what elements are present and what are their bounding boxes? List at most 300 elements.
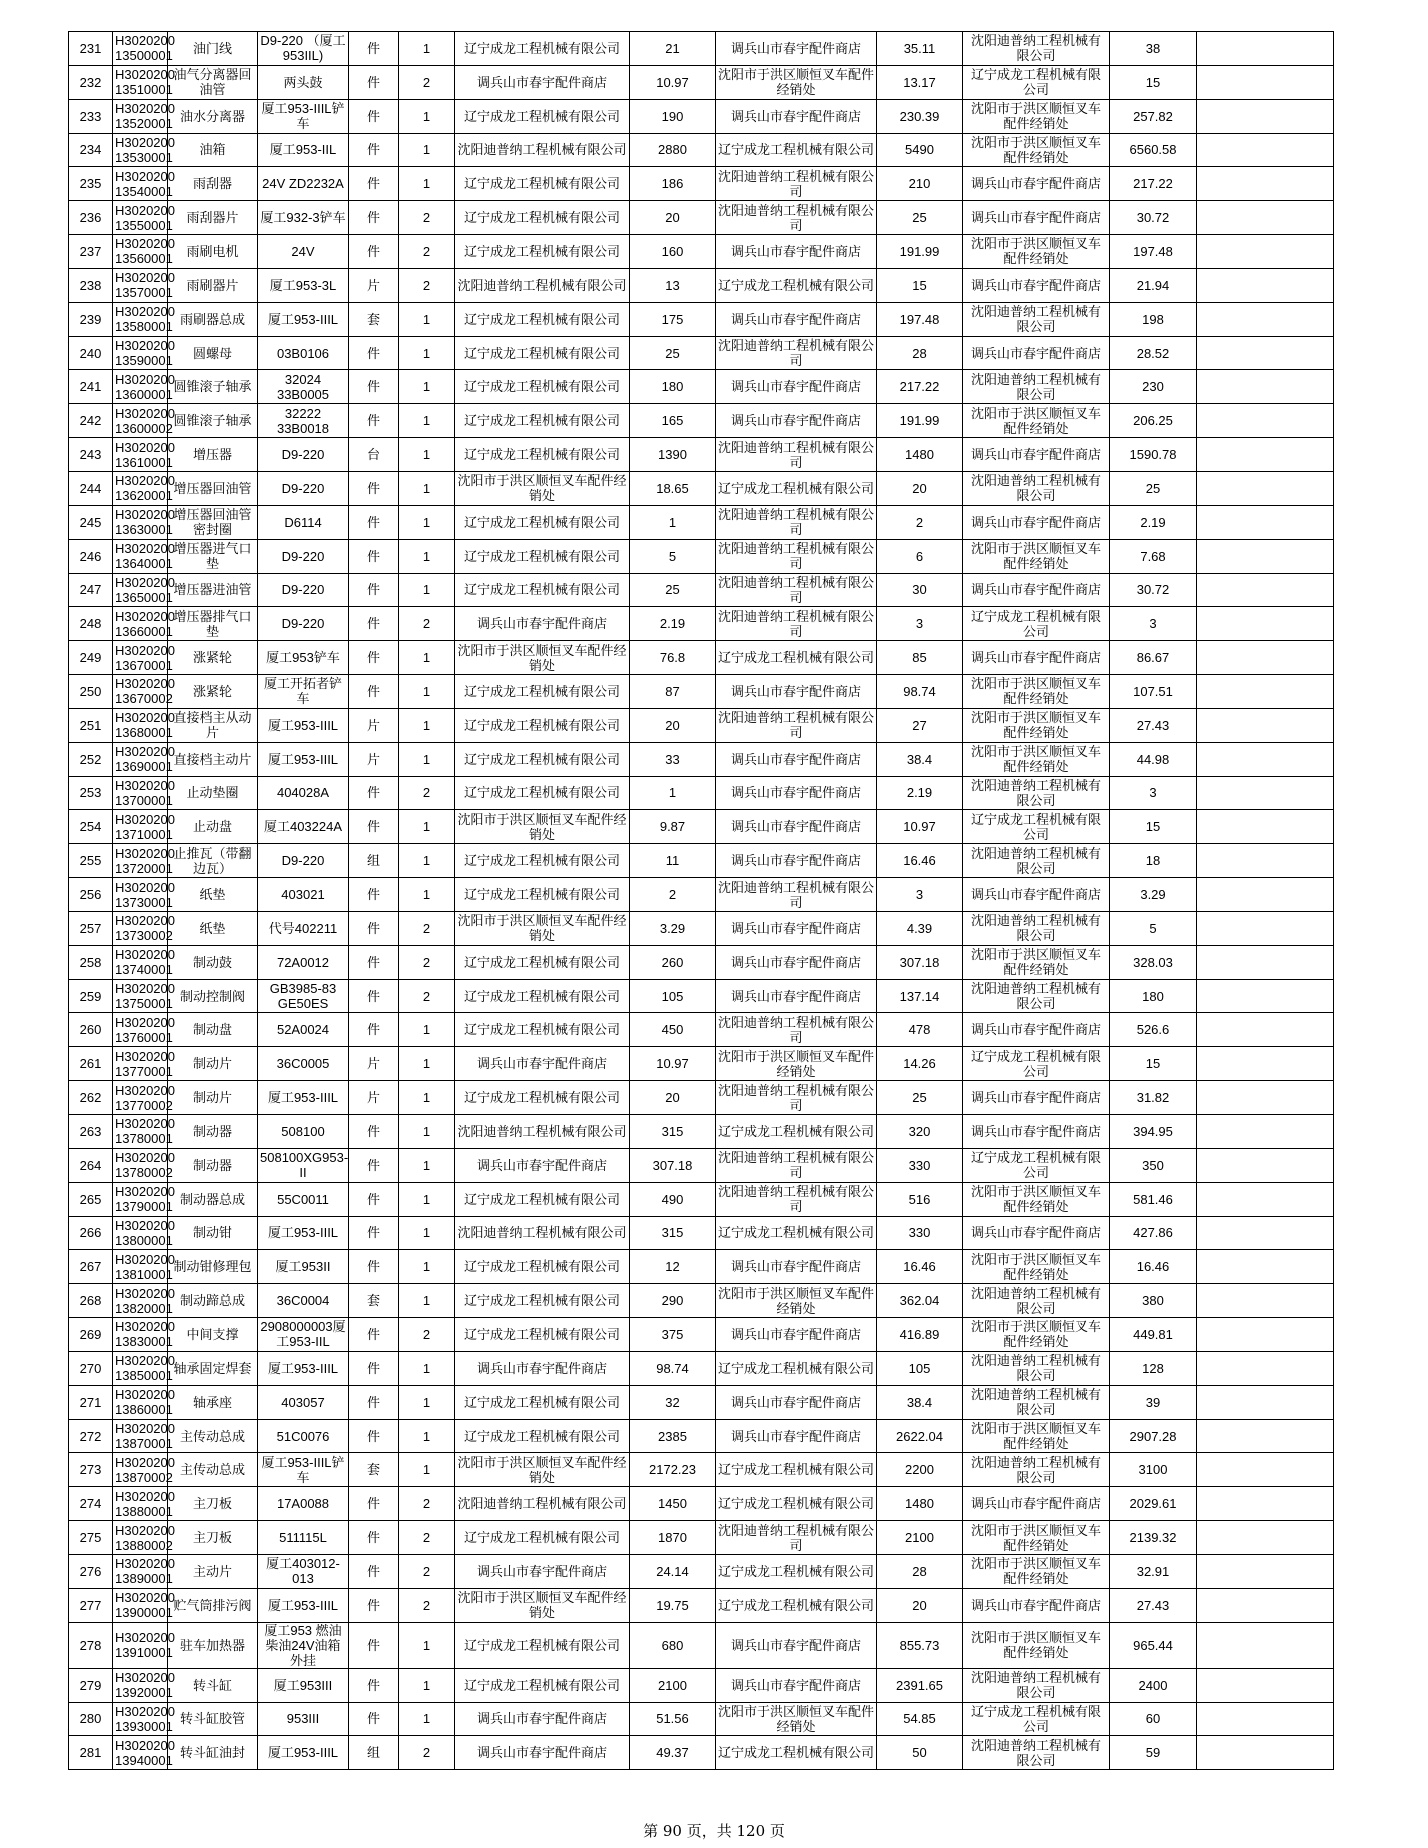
- quantity-cell: 2: [399, 1736, 455, 1770]
- row-number-cell: 236: [69, 201, 113, 235]
- supplier-3-cell: 辽宁成龙工程机械有限公司: [963, 1702, 1110, 1736]
- item-spec-cell: 厦工953-IIIL: [258, 302, 349, 336]
- price-1-cell: 12: [630, 1250, 716, 1284]
- item-code-cell: H3020200 13660001: [113, 607, 168, 641]
- item-code-cell: H3020200 13760001: [113, 1013, 168, 1047]
- item-name-cell: 雨刮器: [168, 167, 258, 201]
- remarks-cell: [1197, 167, 1334, 201]
- remarks-cell: [1197, 539, 1334, 573]
- price-1-cell: 490: [630, 1182, 716, 1216]
- remarks-cell: [1197, 1419, 1334, 1453]
- item-code-cell: H3020200 13620001: [113, 471, 168, 505]
- supplier-2-cell: 沈阳迪普纳工程机械有限公司: [716, 167, 877, 201]
- supplier-1-cell: 辽宁成龙工程机械有限公司: [455, 505, 630, 539]
- item-name-cell: 油水分离器: [168, 99, 258, 133]
- quantity-cell: 2: [399, 235, 455, 269]
- remarks-cell: [1197, 641, 1334, 675]
- item-name-cell: 制动蹄总成: [168, 1284, 258, 1318]
- item-spec-cell: 厦工932-3铲车: [258, 201, 349, 235]
- price-2-cell: 330: [877, 1216, 963, 1250]
- price-3-cell: 30.72: [1110, 573, 1197, 607]
- item-name-cell: 制动盘: [168, 1013, 258, 1047]
- supplier-2-cell: 沈阳市于洪区顺恒叉车配件经销处: [716, 65, 877, 99]
- item-code-cell: H3020200 13700001: [113, 776, 168, 810]
- row-number-cell: 258: [69, 945, 113, 979]
- item-code-cell: H3020200 13770001: [113, 1047, 168, 1081]
- item-code-cell: H3020200 13860001: [113, 1385, 168, 1419]
- supplier-1-cell: 辽宁成龙工程机械有限公司: [455, 302, 630, 336]
- item-code-cell: H3020200 13780002: [113, 1148, 168, 1182]
- row-number-cell: 245: [69, 505, 113, 539]
- item-spec-cell: 2908000003厦工953-IIL: [258, 1318, 349, 1352]
- row-number-cell: 235: [69, 167, 113, 201]
- supplier-1-cell: 辽宁成龙工程机械有限公司: [455, 573, 630, 607]
- table-row: [69, 1588, 1334, 1622]
- table-row: [69, 1148, 1334, 1182]
- table-row: [69, 742, 1334, 776]
- item-spec-cell: 厦工953-3L: [258, 268, 349, 302]
- supplier-2-cell: 调兵山市春宇配件商店: [716, 1385, 877, 1419]
- item-code-cell: H3020200 13910001: [113, 1622, 168, 1668]
- price-2-cell: 35.11: [877, 32, 963, 66]
- remarks-cell: [1197, 302, 1334, 336]
- remarks-cell: [1197, 573, 1334, 607]
- supplier-3-cell: 调兵山市春宇配件商店: [963, 268, 1110, 302]
- supplier-1-cell: 调兵山市春宇配件商店: [455, 1702, 630, 1736]
- price-1-cell: 10.97: [630, 65, 716, 99]
- row-number-cell: 266: [69, 1216, 113, 1250]
- unit-cell: 件: [349, 471, 399, 505]
- item-name-cell: 中间支撑: [168, 1318, 258, 1352]
- row-number-cell: 249: [69, 641, 113, 675]
- supplier-3-cell: 调兵山市春宇配件商店: [963, 878, 1110, 912]
- price-1-cell: 3.29: [630, 911, 716, 945]
- price-1-cell: 160: [630, 235, 716, 269]
- remarks-cell: [1197, 1284, 1334, 1318]
- item-code-cell: H3020200 13540001: [113, 167, 168, 201]
- table-row: [69, 32, 1334, 66]
- price-1-cell: 87: [630, 675, 716, 709]
- remarks-cell: [1197, 1013, 1334, 1047]
- table-row: [69, 1385, 1334, 1419]
- table-row: [69, 1216, 1334, 1250]
- item-code-cell: H3020200 13930001: [113, 1702, 168, 1736]
- price-2-cell: 38.4: [877, 742, 963, 776]
- supplier-3-cell: 调兵山市春宇配件商店: [963, 201, 1110, 235]
- unit-cell: 件: [349, 607, 399, 641]
- item-code-cell: H3020200 13710001: [113, 810, 168, 844]
- table-row: [69, 641, 1334, 675]
- unit-cell: 片: [349, 1081, 399, 1115]
- price-2-cell: 320: [877, 1115, 963, 1149]
- table-row: [69, 573, 1334, 607]
- item-code-cell: H3020200 13600002: [113, 404, 168, 438]
- remarks-cell: [1197, 979, 1334, 1013]
- price-3-cell: 206.25: [1110, 404, 1197, 438]
- item-spec-cell: 508100XG953-II: [258, 1148, 349, 1182]
- price-3-cell: 394.95: [1110, 1115, 1197, 1149]
- supplier-1-cell: 沈阳市于洪区顺恒叉车配件经销处: [455, 911, 630, 945]
- remarks-cell: [1197, 235, 1334, 269]
- supplier-2-cell: 辽宁成龙工程机械有限公司: [716, 641, 877, 675]
- price-2-cell: 3: [877, 878, 963, 912]
- row-number-cell: 241: [69, 370, 113, 404]
- row-number-cell: 243: [69, 438, 113, 472]
- item-name-cell: 主传动总成: [168, 1453, 258, 1487]
- item-name-cell: 贮气筒排污阀: [168, 1588, 258, 1622]
- item-code-cell: H3020200 13880002: [113, 1521, 168, 1555]
- row-number-cell: 278: [69, 1622, 113, 1668]
- item-spec-cell: 厦工953II: [258, 1250, 349, 1284]
- item-code-cell: H3020200 13690001: [113, 742, 168, 776]
- table-row: [69, 1081, 1334, 1115]
- price-2-cell: 330: [877, 1148, 963, 1182]
- supplier-3-cell: 调兵山市春宇配件商店: [963, 573, 1110, 607]
- supplier-3-cell: 沈阳迪普纳工程机械有限公司: [963, 1351, 1110, 1385]
- price-1-cell: 51.56: [630, 1702, 716, 1736]
- price-2-cell: 307.18: [877, 945, 963, 979]
- supplier-2-cell: 辽宁成龙工程机械有限公司: [716, 1115, 877, 1149]
- item-name-cell: 雨刷器片: [168, 268, 258, 302]
- item-code-cell: H3020200 13500001: [113, 32, 168, 66]
- row-number-cell: 250: [69, 675, 113, 709]
- supplier-1-cell: 辽宁成龙工程机械有限公司: [455, 1250, 630, 1284]
- remarks-cell: [1197, 1047, 1334, 1081]
- item-name-cell: 制动器: [168, 1115, 258, 1149]
- supplier-2-cell: 沈阳迪普纳工程机械有限公司: [716, 539, 877, 573]
- item-name-cell: 转斗缸: [168, 1668, 258, 1702]
- supplier-3-cell: 调兵山市春宇配件商店: [963, 1588, 1110, 1622]
- price-1-cell: 11: [630, 844, 716, 878]
- price-2-cell: 217.22: [877, 370, 963, 404]
- item-spec-cell: 03B0106: [258, 336, 349, 370]
- table-row: [69, 539, 1334, 573]
- table-row: [69, 99, 1334, 133]
- remarks-cell: [1197, 1385, 1334, 1419]
- unit-cell: 件: [349, 65, 399, 99]
- supplier-2-cell: 调兵山市春宇配件商店: [716, 675, 877, 709]
- price-3-cell: 107.51: [1110, 675, 1197, 709]
- supplier-2-cell: 沈阳迪普纳工程机械有限公司: [716, 1148, 877, 1182]
- supplier-2-cell: 调兵山市春宇配件商店: [716, 945, 877, 979]
- supplier-2-cell: 调兵山市春宇配件商店: [716, 99, 877, 133]
- supplier-1-cell: 调兵山市春宇配件商店: [455, 607, 630, 641]
- quantity-cell: 1: [399, 1419, 455, 1453]
- item-code-cell: H3020200 13880001: [113, 1487, 168, 1521]
- row-number-cell: 264: [69, 1148, 113, 1182]
- supplier-2-cell: 沈阳迪普纳工程机械有限公司: [716, 573, 877, 607]
- item-spec-cell: D9-220: [258, 844, 349, 878]
- table-row: [69, 201, 1334, 235]
- row-number-cell: 276: [69, 1554, 113, 1588]
- price-2-cell: 855.73: [877, 1622, 963, 1668]
- item-name-cell: 纸垫: [168, 878, 258, 912]
- supplier-2-cell: 调兵山市春宇配件商店: [716, 911, 877, 945]
- item-spec-cell: 55C0011: [258, 1182, 349, 1216]
- supplier-1-cell: 辽宁成龙工程机械有限公司: [455, 1318, 630, 1352]
- item-name-cell: 制动控制阀: [168, 979, 258, 1013]
- row-number-cell: 244: [69, 471, 113, 505]
- row-number-cell: 248: [69, 607, 113, 641]
- supplier-3-cell: 沈阳迪普纳工程机械有限公司: [963, 32, 1110, 66]
- price-3-cell: 15: [1110, 810, 1197, 844]
- price-1-cell: 5: [630, 539, 716, 573]
- remarks-cell: [1197, 1351, 1334, 1385]
- supplier-2-cell: 调兵山市春宇配件商店: [716, 1622, 877, 1668]
- price-1-cell: 2100: [630, 1668, 716, 1702]
- quantity-cell: 1: [399, 708, 455, 742]
- price-3-cell: 15: [1110, 1047, 1197, 1081]
- remarks-cell: [1197, 268, 1334, 302]
- supplier-2-cell: 沈阳迪普纳工程机械有限公司: [716, 336, 877, 370]
- item-code-cell: H3020200 13590001: [113, 336, 168, 370]
- price-2-cell: 54.85: [877, 1702, 963, 1736]
- unit-cell: 件: [349, 776, 399, 810]
- supplier-3-cell: 沈阳迪普纳工程机械有限公司: [963, 1668, 1110, 1702]
- supplier-1-cell: 辽宁成龙工程机械有限公司: [455, 1622, 630, 1668]
- table-row: [69, 1554, 1334, 1588]
- price-1-cell: 20: [630, 201, 716, 235]
- row-number-cell: 231: [69, 32, 113, 66]
- price-3-cell: 427.86: [1110, 1216, 1197, 1250]
- supplier-2-cell: 沈阳市于洪区顺恒叉车配件经销处: [716, 1702, 877, 1736]
- supplier-1-cell: 沈阳市于洪区顺恒叉车配件经销处: [455, 810, 630, 844]
- price-2-cell: 1480: [877, 1487, 963, 1521]
- item-code-cell: H3020200 13810001: [113, 1250, 168, 1284]
- item-spec-cell: 厦工953-IIIL铲车: [258, 99, 349, 133]
- table-row: [69, 1013, 1334, 1047]
- item-spec-cell: 72A0012: [258, 945, 349, 979]
- item-name-cell: 主刀板: [168, 1487, 258, 1521]
- price-1-cell: 290: [630, 1284, 716, 1318]
- price-1-cell: 24.14: [630, 1554, 716, 1588]
- price-3-cell: 449.81: [1110, 1318, 1197, 1352]
- price-1-cell: 105: [630, 979, 716, 1013]
- row-number-cell: 239: [69, 302, 113, 336]
- price-1-cell: 25: [630, 573, 716, 607]
- table-row: [69, 945, 1334, 979]
- item-spec-cell: 厦工953 燃油柴油24V油箱外挂: [258, 1622, 349, 1668]
- quantity-cell: 1: [399, 404, 455, 438]
- remarks-cell: [1197, 201, 1334, 235]
- table-row: [69, 1702, 1334, 1736]
- supplier-3-cell: 调兵山市春宇配件商店: [963, 1487, 1110, 1521]
- quantity-cell: 1: [399, 1250, 455, 1284]
- item-code-cell: H3020200 13740001: [113, 945, 168, 979]
- unit-cell: 件: [349, 336, 399, 370]
- quantity-cell: 1: [399, 844, 455, 878]
- supplier-3-cell: 沈阳迪普纳工程机械有限公司: [963, 1284, 1110, 1318]
- price-3-cell: 15: [1110, 65, 1197, 99]
- table-row: [69, 1622, 1334, 1668]
- remarks-cell: [1197, 1216, 1334, 1250]
- table-row: [69, 844, 1334, 878]
- table-row: [69, 167, 1334, 201]
- row-number-cell: 260: [69, 1013, 113, 1047]
- price-3-cell: 2.19: [1110, 505, 1197, 539]
- price-2-cell: 2391.65: [877, 1668, 963, 1702]
- price-2-cell: 2200: [877, 1453, 963, 1487]
- supplier-2-cell: 辽宁成龙工程机械有限公司: [716, 268, 877, 302]
- item-spec-cell: 404028A: [258, 776, 349, 810]
- quantity-cell: 1: [399, 641, 455, 675]
- item-name-cell: 制动器: [168, 1148, 258, 1182]
- supplier-1-cell: 辽宁成龙工程机械有限公司: [455, 1182, 630, 1216]
- supplier-3-cell: 沈阳市于洪区顺恒叉车配件经销处: [963, 708, 1110, 742]
- item-spec-cell: 32024 33B0005: [258, 370, 349, 404]
- price-2-cell: 28: [877, 1554, 963, 1588]
- quantity-cell: 1: [399, 370, 455, 404]
- supplier-2-cell: 沈阳市于洪区顺恒叉车配件经销处: [716, 1284, 877, 1318]
- quantity-cell: 2: [399, 911, 455, 945]
- row-number-cell: 257: [69, 911, 113, 945]
- row-number-cell: 247: [69, 573, 113, 607]
- supplier-3-cell: 调兵山市春宇配件商店: [963, 1216, 1110, 1250]
- price-2-cell: 191.99: [877, 235, 963, 269]
- item-name-cell: 圆锥滚子轴承: [168, 404, 258, 438]
- price-2-cell: 1480: [877, 438, 963, 472]
- price-2-cell: 25: [877, 201, 963, 235]
- supplier-1-cell: 辽宁成龙工程机械有限公司: [455, 979, 630, 1013]
- unit-cell: 件: [349, 1250, 399, 1284]
- item-name-cell: 主动片: [168, 1554, 258, 1588]
- item-code-cell: H3020200 13670001: [113, 641, 168, 675]
- price-1-cell: 20: [630, 1081, 716, 1115]
- item-spec-cell: GB3985-83 GE50ES: [258, 979, 349, 1013]
- supplier-1-cell: 辽宁成龙工程机械有限公司: [455, 201, 630, 235]
- price-1-cell: 315: [630, 1216, 716, 1250]
- row-number-cell: 267: [69, 1250, 113, 1284]
- remarks-cell: [1197, 708, 1334, 742]
- quantity-cell: 1: [399, 133, 455, 167]
- supplier-1-cell: 辽宁成龙工程机械有限公司: [455, 1013, 630, 1047]
- quantity-cell: 1: [399, 1216, 455, 1250]
- supplier-1-cell: 辽宁成龙工程机械有限公司: [455, 539, 630, 573]
- item-spec-cell: D9-220: [258, 539, 349, 573]
- supplier-2-cell: 调兵山市春宇配件商店: [716, 844, 877, 878]
- supplier-1-cell: 沈阳迪普纳工程机械有限公司: [455, 1115, 630, 1149]
- quantity-cell: 1: [399, 471, 455, 505]
- supplier-1-cell: 辽宁成龙工程机械有限公司: [455, 1385, 630, 1419]
- supplier-1-cell: 沈阳迪普纳工程机械有限公司: [455, 133, 630, 167]
- item-name-cell: 涨紧轮: [168, 675, 258, 709]
- item-name-cell: 增压器进油管: [168, 573, 258, 607]
- supplier-2-cell: 辽宁成龙工程机械有限公司: [716, 1453, 877, 1487]
- item-name-cell: 轴承固定焊套: [168, 1351, 258, 1385]
- item-spec-cell: 厦工953-IIIL: [258, 1736, 349, 1770]
- item-code-cell: H3020200 13770002: [113, 1081, 168, 1115]
- remarks-cell: [1197, 1622, 1334, 1668]
- item-name-cell: 制动片: [168, 1081, 258, 1115]
- price-2-cell: 2: [877, 505, 963, 539]
- item-spec-cell: 厦工953-IIIL: [258, 742, 349, 776]
- item-spec-cell: D9-220: [258, 438, 349, 472]
- supplier-2-cell: 调兵山市春宇配件商店: [716, 1419, 877, 1453]
- price-1-cell: 680: [630, 1622, 716, 1668]
- supplier-2-cell: 辽宁成龙工程机械有限公司: [716, 1216, 877, 1250]
- item-name-cell: 主刀板: [168, 1521, 258, 1555]
- price-1-cell: 2880: [630, 133, 716, 167]
- price-3-cell: 965.44: [1110, 1622, 1197, 1668]
- row-number-cell: 270: [69, 1351, 113, 1385]
- price-1-cell: 165: [630, 404, 716, 438]
- supplier-2-cell: 辽宁成龙工程机械有限公司: [716, 1588, 877, 1622]
- price-1-cell: 1: [630, 505, 716, 539]
- item-name-cell: 转斗缸胶管: [168, 1702, 258, 1736]
- price-1-cell: 260: [630, 945, 716, 979]
- supplier-2-cell: 调兵山市春宇配件商店: [716, 404, 877, 438]
- quantity-cell: 1: [399, 539, 455, 573]
- unit-cell: 片: [349, 742, 399, 776]
- unit-cell: 件: [349, 99, 399, 133]
- table-row: [69, 370, 1334, 404]
- item-name-cell: 制动鼓: [168, 945, 258, 979]
- table-row: [69, 1736, 1334, 1770]
- unit-cell: 件: [349, 1148, 399, 1182]
- table-row: [69, 302, 1334, 336]
- remarks-cell: [1197, 99, 1334, 133]
- quantity-cell: 1: [399, 573, 455, 607]
- item-spec-cell: 厦工953-IIIL: [258, 1351, 349, 1385]
- supplier-3-cell: 沈阳市于洪区顺恒叉车配件经销处: [963, 1419, 1110, 1453]
- unit-cell: 件: [349, 1487, 399, 1521]
- item-name-cell: 纸垫: [168, 911, 258, 945]
- supplier-3-cell: 沈阳市于洪区顺恒叉车配件经销处: [963, 1521, 1110, 1555]
- unit-cell: 件: [349, 573, 399, 607]
- unit-cell: 件: [349, 370, 399, 404]
- price-1-cell: 2385: [630, 1419, 716, 1453]
- quantity-cell: 2: [399, 268, 455, 302]
- table-row: [69, 1351, 1334, 1385]
- quantity-cell: 1: [399, 438, 455, 472]
- price-2-cell: 20: [877, 1588, 963, 1622]
- remarks-cell: [1197, 1736, 1334, 1770]
- item-code-cell: H3020200 13870002: [113, 1453, 168, 1487]
- price-1-cell: 186: [630, 167, 716, 201]
- remarks-cell: [1197, 1554, 1334, 1588]
- remarks-cell: [1197, 776, 1334, 810]
- remarks-cell: [1197, 878, 1334, 912]
- quantity-cell: 2: [399, 945, 455, 979]
- price-3-cell: 31.82: [1110, 1081, 1197, 1115]
- item-code-cell: H3020200 13530001: [113, 133, 168, 167]
- item-name-cell: 油气分离器回油管: [168, 65, 258, 99]
- remarks-cell: [1197, 32, 1334, 66]
- remarks-cell: [1197, 1487, 1334, 1521]
- item-code-cell: H3020200 13820001: [113, 1284, 168, 1318]
- row-number-cell: 255: [69, 844, 113, 878]
- remarks-cell: [1197, 1702, 1334, 1736]
- row-number-cell: 275: [69, 1521, 113, 1555]
- supplier-1-cell: 沈阳市于洪区顺恒叉车配件经销处: [455, 641, 630, 675]
- table-row: [69, 878, 1334, 912]
- supplier-3-cell: 沈阳市于洪区顺恒叉车配件经销处: [963, 1182, 1110, 1216]
- item-code-cell: H3020200 13800001: [113, 1216, 168, 1250]
- item-name-cell: 油箱: [168, 133, 258, 167]
- supplier-1-cell: 沈阳迪普纳工程机械有限公司: [455, 268, 630, 302]
- table-row: [69, 133, 1334, 167]
- quantity-cell: 2: [399, 201, 455, 235]
- remarks-cell: [1197, 945, 1334, 979]
- supplier-3-cell: 调兵山市春宇配件商店: [963, 438, 1110, 472]
- supplier-2-cell: 调兵山市春宇配件商店: [716, 370, 877, 404]
- price-3-cell: 2139.32: [1110, 1521, 1197, 1555]
- item-spec-cell: 厦工953III: [258, 1668, 349, 1702]
- unit-cell: 件: [349, 1588, 399, 1622]
- item-spec-cell: 厦工403012-013: [258, 1554, 349, 1588]
- price-2-cell: 14.26: [877, 1047, 963, 1081]
- table-row: [69, 471, 1334, 505]
